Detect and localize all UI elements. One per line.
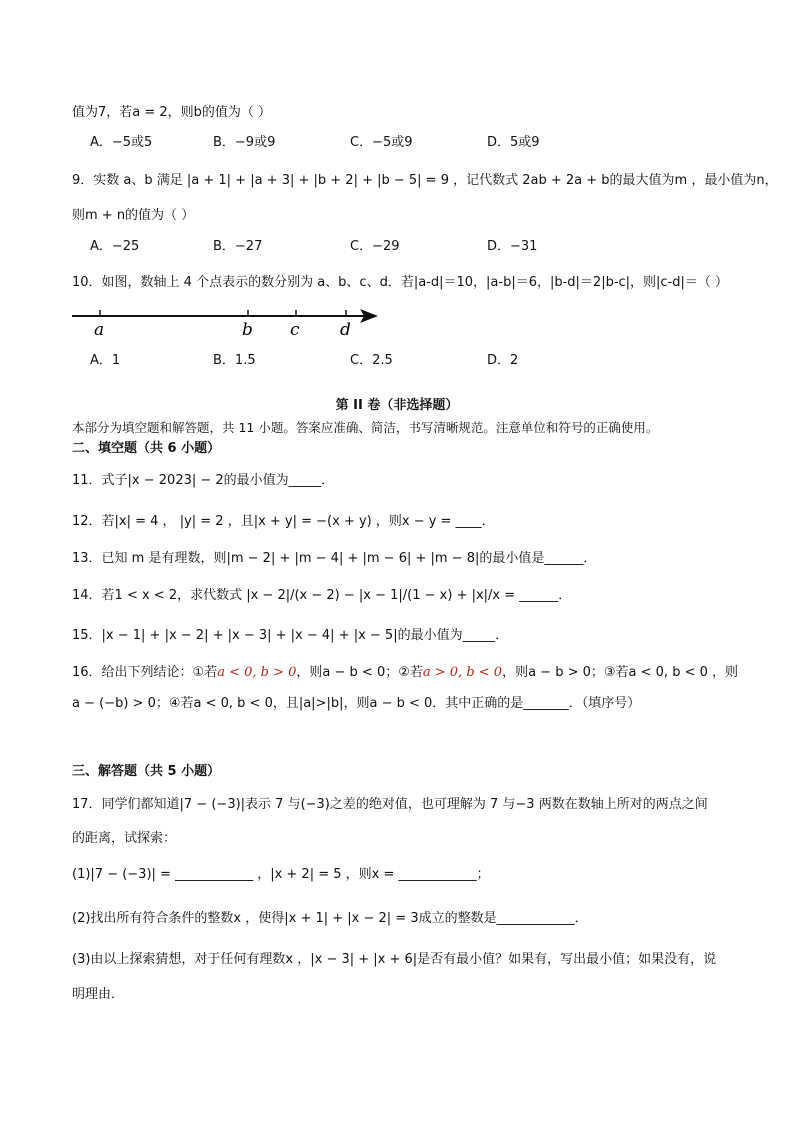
q17-part3-line2: 明理由． [72,987,125,1002]
q9-stem-line2: 则m + n的值为（ ） [72,208,195,223]
q16-condition-2: a > 0, b < 0 [422,665,503,680]
q9-option-b: B．−27 [213,239,263,254]
q9-option-d: D．−31 [487,239,538,254]
q8-stem-tail: 值为7，若a = 2，则b的值为（ ） [72,105,272,120]
q17-stem-line2: 的距离，试探索： [72,831,177,846]
part2-title: 第 II 卷（非选择题） [335,398,459,413]
q8-option-a: A．−5或5 [90,135,153,150]
q10-option-d: D．2 [487,353,519,368]
point-label-c: c [290,320,300,340]
q9-stem-line1: 9．实数 a、b 满足 |a + 1| + |a + 3| + |b + 2| + |b − 5| = 9 ，记代数式 2ab + 2a + b的最大值为m ，最小值为n， [72,173,778,188]
section3-title: 三、解答题（共 5 小题） [72,764,221,779]
q10-option-b: B．1.5 [213,353,256,368]
q10-option-a: A．1 [90,353,121,368]
q17-stem-line1: 17．同学们都知道|7 − (−3)|表示 7 与(−3)之差的绝对值，也可理解为 7 与−3 两数在数轴上所对的两点之间 [72,797,708,812]
q16-text-a: 16．给出下列结论：①若 [72,665,218,680]
q8-option-b: B．−9或9 [213,135,276,150]
q16-line2: a − (−b) > 0；④若a < 0, b < 0，且|a|>|b|，则a − b < 0．其中正确的是_______．（填序号） [72,696,641,711]
q16-text-b: ，则a − b < 0；②若 [296,665,423,680]
number-line-diagram [70,305,390,345]
q17-part3-line1: (3)由以上探索猜想，对于任何有理数x ，|x − 3| + |x + 6|是否有最小值？如果有，写出最小值；如果没有，说 [72,952,717,967]
point-label-a: a [94,320,105,340]
q12: 12．若|x| = 4 ， |y| = 2 ，且|x + y| = −(x + y) ，则x − y = ____． [72,514,495,529]
q16-line1 [72,664,738,682]
q17-part1: (1)|7 − (−3)| = ____________ ，|x + 2| = 5 ，则x = ____________； [72,867,490,882]
q17-part2: (2)找出所有符合条件的整数x ，使得|x + 1| + |x − 2| = 3成立的整数是____________． [72,911,588,926]
q10-stem: 10．如图，数轴上 4 个点表示的数分别为 a、b、c、d．若|a-d|＝10，|a-b|＝6，|b-d|＝2|b-c|，则|c-d|＝（ ） [72,275,729,290]
q13: 13．已知 m 是有理数，则|m − 2| + |m − 4| + |m − 6| + |m − 8|的最小值是______． [72,551,597,566]
q16-condition-1: a < 0, b > 0 [217,665,297,680]
q14: 14．若1 < x < 2，求代数式 |x − 2|/(x − 2) − |x − 1|/(1 − x) + |x|/x = ______． [72,588,572,603]
q8-option-d: D．5或9 [487,135,540,150]
q8-option-c: C．−5或9 [350,135,413,150]
q9-option-c: C．−29 [350,239,400,254]
part2-intro: 本部分为填空题和解答题，共 11 小题。答案应准确、简洁，书写清晰规范。注意单位和符号的正确使用。 [72,420,659,435]
section2-title: 二、填空题（共 6 小题） [72,441,221,456]
q11: 11．式子|x − 2023| − 2的最小值为_____． [72,473,335,488]
q15: 15．|x − 1| + |x − 2| + |x − 3| + |x − 4| + |x − 5|的最小值为_____． [72,628,509,643]
point-label-d: d [340,320,351,340]
q10-option-c: C．2.5 [350,353,393,368]
point-label-b: b [242,320,253,340]
q16-text-c: ，则a − b > 0；③若a < 0, b < 0 ，则 [502,665,739,680]
q9-option-a: A．−25 [90,239,140,254]
